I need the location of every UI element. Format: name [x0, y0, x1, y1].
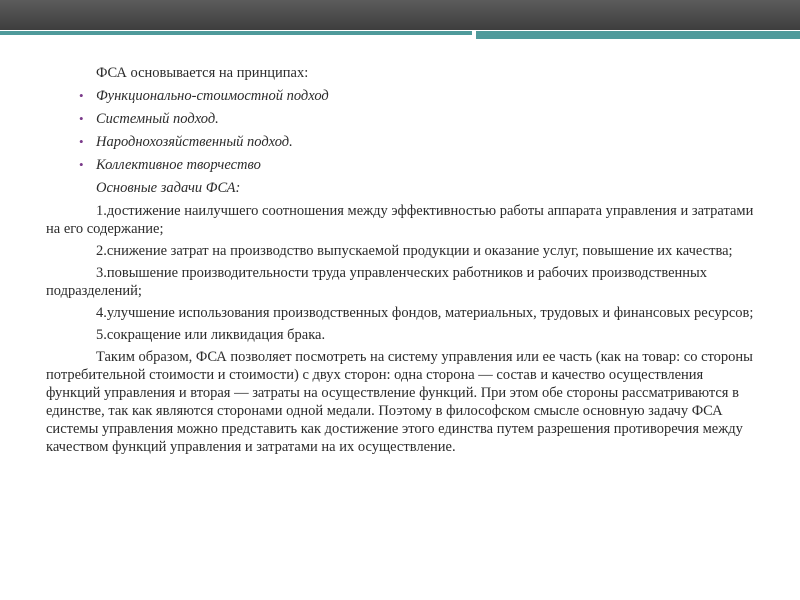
bullet-icon: • [79, 88, 84, 103]
accent-line-right [476, 31, 800, 39]
principle-item: • Коллективное творчество [79, 157, 261, 173]
task-item: 1.достижение наилучшего соотношения между эффективностью работы аппарата управления и затратами на его содержание; [46, 203, 754, 237]
slide-header-band [0, 0, 800, 30]
task-item: 4.улучшение использования производственных фондов, материальных, трудовых и финансовых ресурсов; [96, 305, 754, 321]
principle-item: • Системный подход. [79, 111, 219, 127]
bullet-icon: • [79, 157, 84, 172]
principle-item: • Народнохозяйственный подход. [79, 134, 293, 150]
task-item: 3.повышение производительности труда управленческих работников и рабочих производственных подразделений; [46, 265, 708, 299]
bullet-icon: • [79, 111, 84, 126]
slide-content [46, 64, 758, 460]
principle-item: • Функционально-стоимостной подход [79, 88, 329, 104]
bullet-icon: • [79, 134, 84, 149]
task-item: 2.снижение затрат на производство выпускаемой продукции и оказание услуг, повышение их качества; [96, 243, 733, 259]
tasks-header: Основные задачи ФСА: [96, 180, 241, 196]
conclusion-paragraph: Таким образом, ФСА позволяет посмотреть на систему управления или ее часть (как на товар: со стороны потребительной стоимости и стоимости) с двух сторон: одна сторона — состав и качество осуществления функций управления и вторая — затраты на осуществление функций. При этом обе стороны рассматриваются в единстве, так как являются сторонами одной медали. Поэтому в философском смысле основную задачу ФСА системы управления можно представить как достижение этого единства путем разрешения противоречия между качеством функций управления и затратами на их осуществление. [46, 349, 753, 455]
principles-intro: ФСА основывается на принципах: [96, 65, 309, 81]
accent-line-left [0, 31, 472, 35]
task-item: 5.сокращение или ликвидация брака. [96, 327, 326, 343]
